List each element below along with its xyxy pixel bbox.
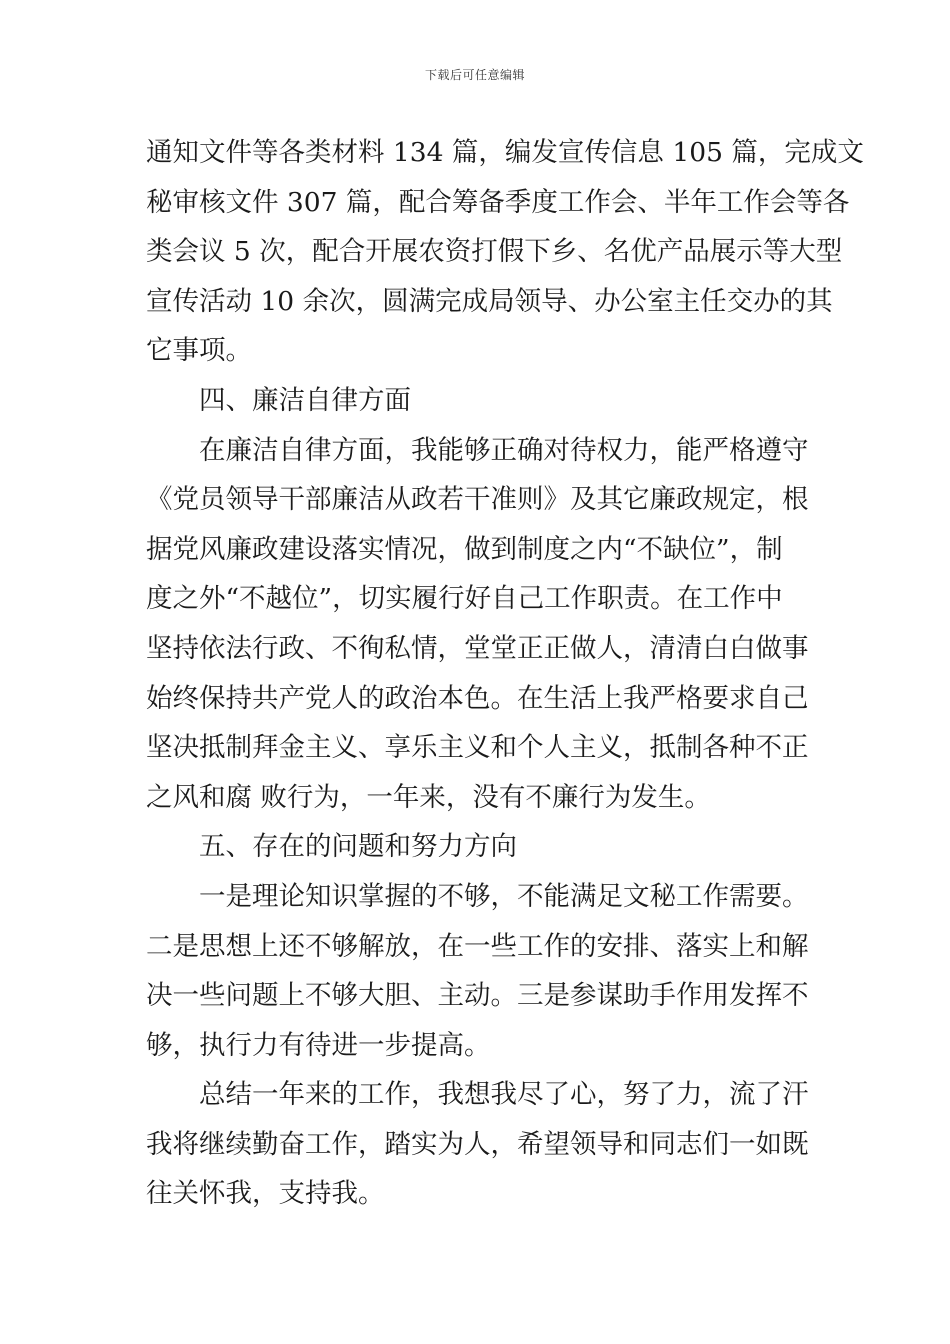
body-line: 坚持依法行政、不徇私情，堂堂正正做人，清清白白做事 — [146, 632, 809, 664]
body-line: 够，执行力有待进一步提高。 — [146, 1029, 491, 1061]
paragraph-start: 一是理论知识掌握的不够，不能满足文秘工作需要。 — [199, 880, 809, 912]
body-line: 决一些问题上不够大胆、主动。三是参谋助手作用发挥不 — [146, 980, 809, 1012]
body-line: 往关怀我，支持我。 — [146, 1178, 385, 1210]
body-line: 宣传活动 10 余次，圆满完成局领导、办公室主任交办的其 — [146, 285, 833, 317]
body-line: 二是思想上还不够解放，在一些工作的安排、落实上和解 — [146, 930, 809, 962]
body-line: 度之外“不越位”，切实履行好自己工作职责。在工作中 — [146, 583, 783, 615]
body-line: 之风和腐 败行为，一年来，没有不廉行为发生。 — [146, 781, 711, 813]
body-line: 类会议 5 次，配合开展农资打假下乡、名优产品展示等大型 — [146, 236, 843, 268]
header-note: 下载后可任意编辑 — [424, 68, 525, 82]
section-heading-5: 五、存在的问题和努力方向 — [199, 831, 517, 863]
body-line: 通知文件等各类材料 134 篇，编发宣传信息 105 篇，完成文 — [146, 137, 864, 168]
body-line: 坚决抵制拜金主义、享乐主义和个人主义，抵制各种不正 — [146, 732, 809, 764]
document-body — [146, 128, 864, 1219]
body-line: 我将继续勤奋工作，踏实为人，希望领导和同志们一如既 — [146, 1128, 809, 1160]
body-line: 《党员领导干部廉洁从政若干准则》及其它廉政规定，根 — [146, 484, 809, 516]
section-heading-4: 四、廉洁自律方面 — [199, 384, 411, 416]
body-line: 它事项。 — [146, 335, 252, 367]
body-line: 始终保持共产党人的政治本色。在生活上我严格要求自己 — [146, 682, 809, 714]
paragraph-start: 总结一年来的工作，我想我尽了心，努了力，流了汗 — [199, 1079, 809, 1111]
paragraph-start: 在廉洁自律方面，我能够正确对待权力，能严格遵守 — [199, 434, 809, 466]
body-line: 秘审核文件 307 篇，配合筹备季度工作会、半年工作会等各 — [146, 186, 850, 218]
body-line: 据党风廉政建设落实情况，做到制度之内“不缺位”，制 — [146, 533, 783, 565]
